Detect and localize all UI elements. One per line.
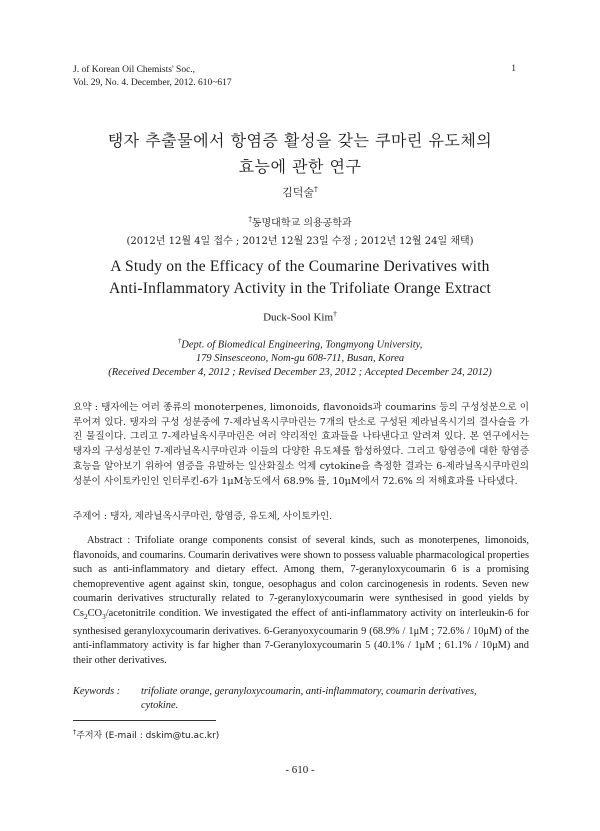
korean-abstract: 요약 : 탱자에는 여러 종류의 monoterpenes, limonoids, flavonoids과 coumarins 등의 구성성분으로 이루어져 있다. 탱자의 구성 성분중에 7-제라닐옥시쿠마린는 7개의 탄소로 구성된 제라닐옥시기의 결사슬을 가진 물질이다. 그리고 7-제라닐옥시쿠마린은 여러 약리적인 효과들을 나타낸다고 알려져 있다. 본 연구에서는 탱자의 구성성분인 7-제라닐옥시쿠마린과 이들의 다양한 유도체를 합성하였다. 그리고 항염증에 대한 항염증 효능을 알아보기 위하여 염증을 유발하는 일산화질소 억제 cytokine을 측정한 결과는 6-제라닐옥시쿠마린의 성분이 사이토카인인 인터루킨-6가 1μM농도에서 68.9% 를, 10μM에서 72.6% 의 저해효과를 나타냈다. bbox=[73, 402, 529, 487]
korean-affil-mark: † bbox=[248, 215, 252, 224]
korean-title bbox=[0, 128, 600, 180]
keywords-label: Keywords : bbox=[73, 686, 121, 697]
korean-keywords: 주제어 : 탱자, 제라닐옥시쿠마린, 항염증, 유도체, 사이토카인. bbox=[73, 511, 333, 522]
english-keywords bbox=[73, 685, 529, 713]
english-affil-line2: 179 Sinsesceono, Nom-gu 608-711, Busan, Korea bbox=[195, 353, 405, 364]
english-abstract bbox=[73, 534, 529, 668]
english-affil-line1: Dept. of Biomedical Engineering, Tongmyong University, bbox=[181, 339, 423, 351]
korean-affiliation bbox=[0, 214, 600, 229]
journal-name: J. of Korean Oil Chemists' Soc., bbox=[73, 65, 196, 75]
page-number-top: 1 bbox=[511, 64, 516, 74]
page-number-footer: - 610 - bbox=[285, 764, 315, 776]
korean-dates: (2012년 12월 4일 접수 ; 2012년 12월 23일 수정 ; 2012년 12월 24일 채택) bbox=[126, 236, 474, 247]
korean-author-name: 김덕술 bbox=[282, 186, 315, 199]
english-affil-mark: † bbox=[177, 336, 182, 345]
english-affiliation bbox=[0, 334, 600, 379]
korean-title-line2: 효능에 관한 연구 bbox=[238, 157, 362, 176]
korean-author bbox=[0, 184, 600, 200]
footnote-divider bbox=[73, 720, 216, 721]
english-author-name: Duck-Sool Kim bbox=[263, 311, 334, 324]
english-dates: (Received December 4, 2012 ; Revised December 23, 2012 ; Accepted December 24, 2012) bbox=[108, 366, 492, 378]
korean-affil-text: 동명대학교 의용공학과 bbox=[251, 218, 352, 229]
footnote-mark: † bbox=[73, 729, 77, 736]
journal-citation bbox=[73, 64, 232, 90]
keywords-line2: cytokine. bbox=[141, 700, 179, 711]
footnote-text: 주저자 (E-mail : dskim@tu.ac.kr) bbox=[76, 731, 220, 741]
english-author-mark: † bbox=[333, 309, 337, 318]
footnote bbox=[73, 728, 219, 741]
chemical-formula: $Cs_2CO_3$ bbox=[73, 607, 106, 622]
korean-author-mark: † bbox=[314, 184, 318, 194]
english-title-line2: Anti-Inflammatory Activity in the Trifoliate Orange Extract bbox=[109, 280, 491, 297]
journal-volume: Vol. 29, No. 4. December, 2012. 610~617 bbox=[73, 78, 232, 88]
english-title bbox=[0, 256, 600, 300]
english-author bbox=[0, 309, 600, 324]
english-abstract-text-cont: /acetonitrile condition. We investigated the effect of anti-inflammatory activity on interleukin-6 for synthesised geranyloxycoumarin derivatives. 6-Geranyoxycoumarin 9 (68.9% / 1μM ; 72.6% / 10μM) of the anti-inflammatory activity is far higher than 7-Geranyloxycoumarin 5 (40.1% / 1μM ; 61.1% / 10μM) and their other derivatives. bbox=[73, 607, 529, 666]
keywords-line1: trifoliate orange, geranyloxycoumarin, anti-inflammatory, coumarin derivatives, bbox=[141, 686, 477, 697]
english-title-line1: A Study on the Efficacy of the Coumarine Derivatives with bbox=[110, 258, 490, 275]
korean-title-line1: 탱자 추출물에서 항염증 활성을 갖는 쿠마린 유도체의 bbox=[107, 131, 493, 150]
english-abstract-text: Abstract : Trifoliate orange components consist of several kinds, such as monoterpenes, limonoids, flavonoids, and coumarins. Coumarin derivatives were shown to possess valuable pharmacological properties such as anti-inflammatory and dietary effect. Among them, 7-geranyloxycoumarin 6 is a promising chemopreventive agent against skin, tongue, oesophagus and colon carcinogenesis in rodents. Seven new coumarin derivatives structurally related to 7-geranyloxycoumarin were synthesised in good yields by bbox=[73, 535, 529, 605]
